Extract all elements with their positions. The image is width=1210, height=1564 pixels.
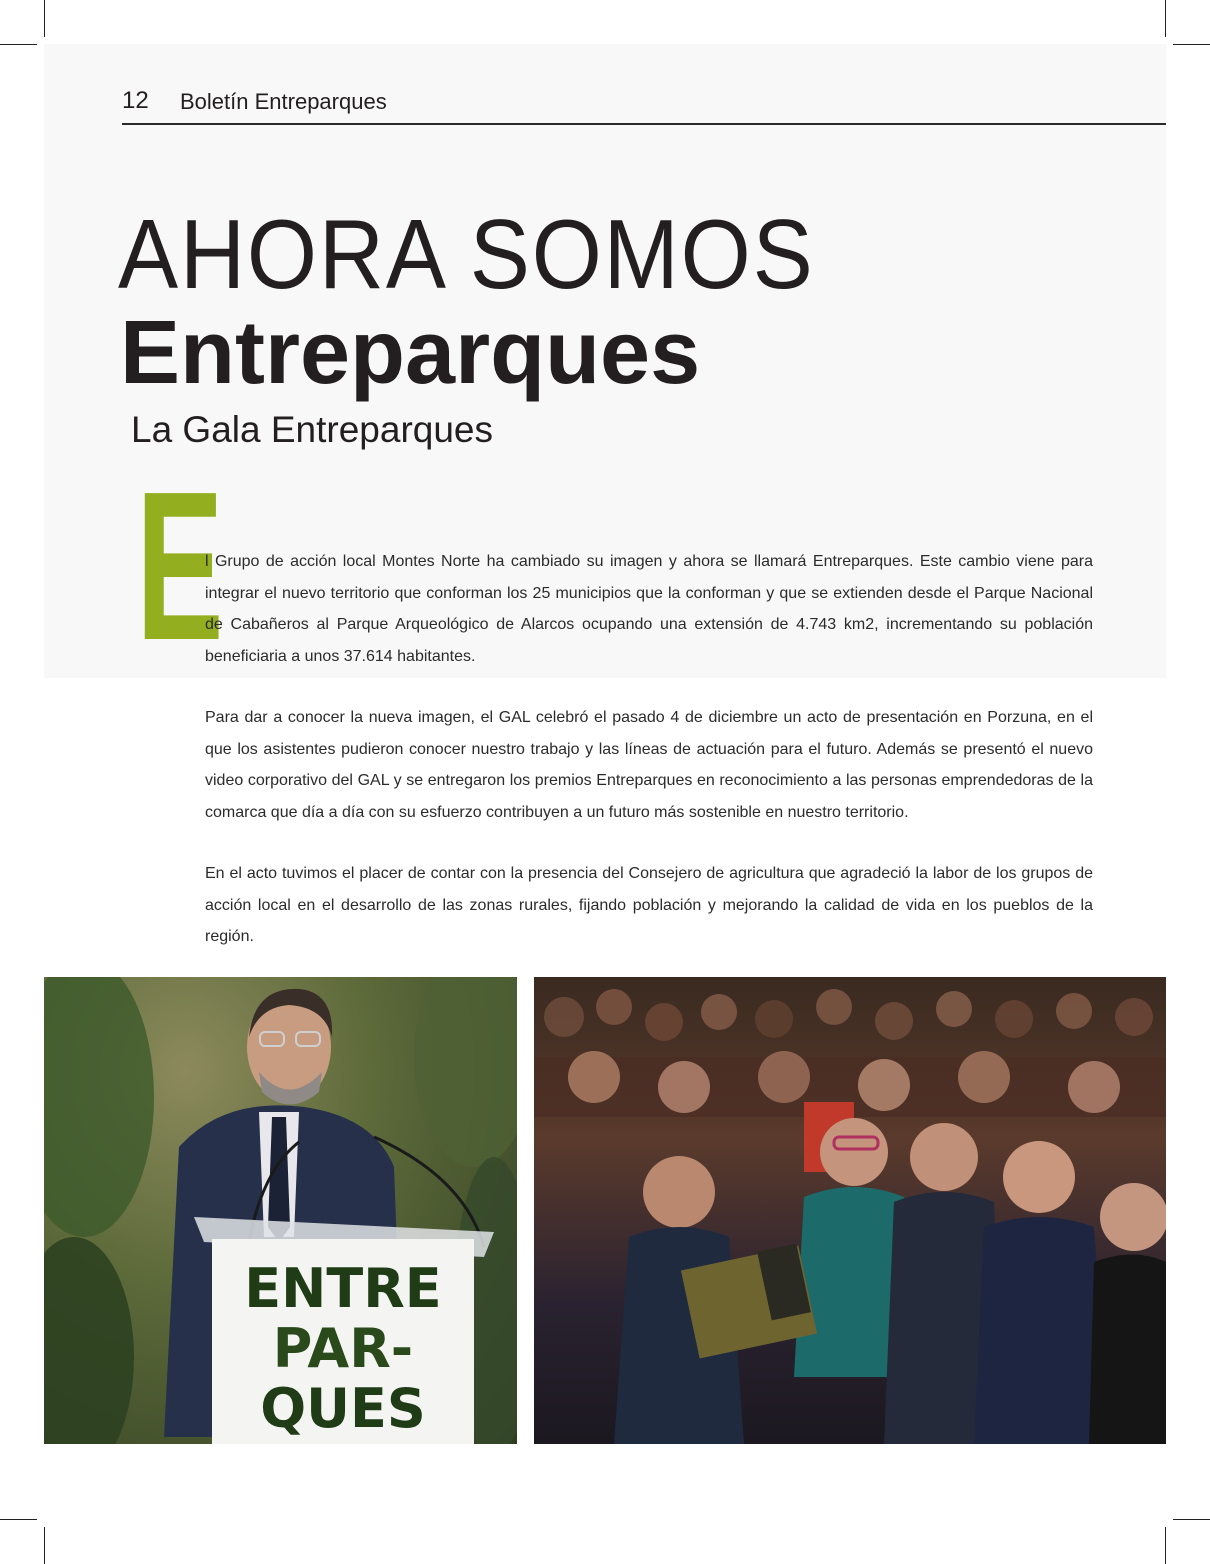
crop-mark — [1173, 44, 1210, 45]
paragraph-presentation: Para dar a conocer la nueva imagen, el GAL celebró el pasado 4 de diciembre un acto de presentación en Porzuna, en el que los asistentes pudieron conocer nuestro trabajo y las líneas de actuación para el futuro. Además se presentó el nuevo video corporativo del GAL y se entregaron los premios Entreparques en reconocimiento a las personas emprendedoras de la comarca que día a día con su esfuerzo contribuyen a un futuro más sostenible en nuestro territorio. — [205, 709, 1093, 821]
article-title-bold: Entreparques — [120, 303, 701, 403]
crop-mark — [44, 1527, 45, 1564]
page-number: 12 — [122, 87, 149, 114]
podium-logo-line-1: ENTRE — [244, 1257, 442, 1320]
podium-logo-line-3: QUES — [260, 1377, 426, 1440]
crop-mark — [0, 44, 37, 45]
crop-mark — [0, 1519, 37, 1520]
photo-audience — [534, 977, 1166, 1444]
podium-logo-line-2: PAR- — [272, 1317, 414, 1380]
speaker-illustration — [44, 977, 517, 1444]
photo-speaker-at-podium — [44, 977, 517, 1444]
article-subtitle: La Gala Entreparques — [131, 409, 494, 450]
crop-mark — [1165, 1527, 1166, 1564]
drop-cap: E — [136, 447, 224, 684]
paragraph-consejero: En el acto tuvimos el placer de contar con la presencia del Consejero de agricultura que agradeció la labor de los grupos de acción local en el desarrollo de las zonas rurales, fijando población y mejorando la calidad de vida en los pueblos de la región. — [205, 865, 1093, 945]
paragraph-intro: l Grupo de acción local Montes Norte ha cambiado su imagen y ahora se llamará Entreparques. Este cambio viene para integrar el nuevo territorio que conforman los 25 municipios que la conforman y que se extienden desde el Parque Nacional de Cabañeros al Parque Arqueológico de Alarcos ocupando una extensión de 4.743 km2, incrementando su población beneficiaria a unos 37.614 habitantes. — [205, 553, 1093, 665]
article-title-light: AHORA SOMOS — [118, 199, 815, 309]
page-header — [122, 86, 1166, 125]
running-title: Boletín Entreparques — [180, 89, 387, 114]
audience-illustration — [534, 977, 1166, 1444]
crop-mark — [1165, 0, 1166, 37]
crop-mark — [44, 0, 45, 37]
crop-mark — [1173, 1519, 1210, 1520]
